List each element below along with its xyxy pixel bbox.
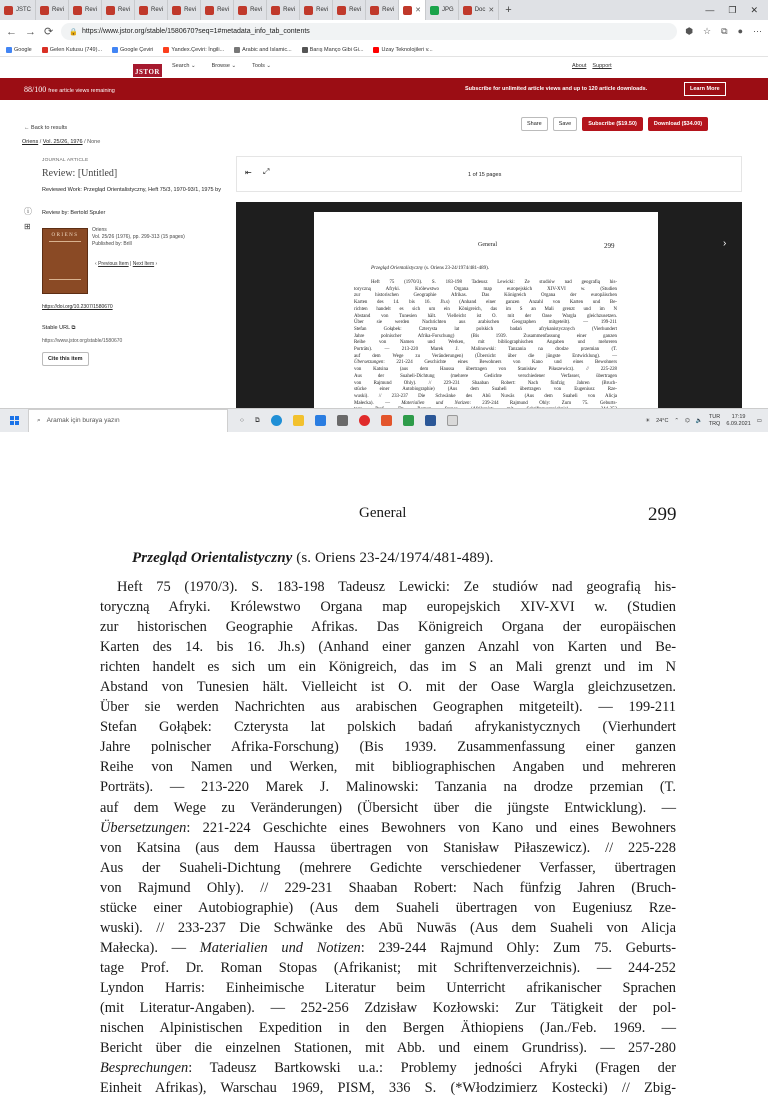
url-text: https://www.jstor.org/stable/1580670?seq=1#metadata_info_tab_contents: [81, 28, 310, 35]
store-icon[interactable]: [337, 415, 348, 426]
article-title: Review: [Untitled]: [42, 168, 118, 179]
tab-review[interactable]: [36, 0, 69, 20]
page-header: General: [359, 505, 407, 521]
jstor-favicon-icon: [271, 6, 280, 15]
body-line: Lyndon Harris: Einheimische Literatur beim Unterricht afrikanischer Sprachen: [100, 979, 676, 996]
yandex-icon: [163, 47, 169, 53]
weather-temp[interactable]: 24°C: [656, 417, 669, 424]
mail-icon[interactable]: [315, 415, 326, 426]
jstor-logo[interactable]: JSTOR: [133, 64, 162, 77]
bookmark-arabic[interactable]: Arabic and Islamic...: [234, 47, 292, 53]
body-line: wuski). // 233-237 Die Schwänke des Abū Nuwās (Aus dem Suaheli von Alicja: [100, 919, 676, 936]
previous-item-link[interactable]: Previous Item: [98, 261, 129, 267]
body-line: (mit Literatur-Angaben). — 252-256 Zdzisław Kozłowski: Zur Tätigkeit der pol-: [100, 999, 676, 1016]
task-view-icon[interactable]: ⧉: [254, 416, 260, 424]
profile-icon[interactable]: ●: [737, 26, 743, 36]
tab-review[interactable]: [168, 0, 201, 20]
body-line: Einheit Afrikas), Warschau 1969, PISM, 336 S. (*Włodzimierz Kostecki) // Zbig-: [100, 1080, 676, 1097]
bookmark-google[interactable]: Google: [6, 47, 32, 53]
tab-label: Revi: [151, 7, 164, 13]
body-line: richten handelt es sich um ein Königreich, das im S an Mali grenzt und im N: [100, 659, 676, 676]
breadcrumb-journal[interactable]: Oriens: [22, 139, 39, 145]
jstor-favicon-icon: [139, 6, 148, 15]
body-line: Abstand von Tunesien hält. Vielleicht ist O. mit der Oase Wargla gleichzusetzen.: [354, 313, 617, 319]
breadcrumb-volume[interactable]: Vol. 25/26, 1976: [42, 139, 83, 145]
windows-start-icon[interactable]: [0, 409, 28, 433]
tray-up-icon[interactable]: ⌃: [674, 417, 680, 424]
forward-icon[interactable]: →: [25, 25, 36, 38]
next-item-link[interactable]: Next Item: [132, 261, 155, 267]
body-line: Stefan Gołąbek: Czterysta lat polskich badań afrykanistycznych (Vierhundert: [354, 326, 617, 332]
tab-active[interactable]: [399, 0, 426, 20]
page-counter: 1 of 15 pages: [468, 172, 502, 178]
body-line: nischen Alpinistischen Expedition in den Bergen Äthiopiens (Jan./Feb. 1969. —: [100, 1020, 676, 1037]
collections-icon[interactable]: ⧉: [721, 26, 728, 36]
body-line: Über sie werden Nachrichten aus arabischen Geographen mitgeteilt). — 199-211: [354, 320, 617, 326]
jstor-favicon-icon: [205, 6, 214, 15]
favorites-icon[interactable]: ☆: [703, 26, 712, 36]
bookmark-translate[interactable]: Google Çeviri: [112, 47, 153, 53]
tab-review[interactable]: [102, 0, 135, 20]
body-line: Karten des 14. bis 16. Jh.s) (Anhand einer ganzen Anzahl von Karten und Be-: [354, 300, 617, 306]
network-icon[interactable]: ⌬: [685, 417, 690, 424]
body-line: Porträts). — 213-220 Marek J. Malinowski: Tanzania na drodze przemian (T.: [100, 779, 676, 796]
body-line: stücke einer Autobiographie) (Aus dem Suaheli übertragen von Eugeniusz Rze-: [100, 899, 676, 916]
stable-url-label: Stable URL ⧉: [42, 325, 76, 331]
notifications-icon[interactable]: ▭: [756, 417, 762, 424]
fullscreen-icon[interactable]: ⤢: [263, 167, 270, 176]
bookmarks-bar: [0, 43, 768, 57]
body-line: Karten des 14. bis 16. Jh.s) (Anhand einer ganzen Anzahl von Karten und Be-: [100, 639, 676, 656]
collapse-panel-icon[interactable]: ⇤: [245, 168, 252, 177]
jstor-favicon-icon: [238, 6, 247, 15]
subscribe-button[interactable]: Subscribe ($19.50): [582, 117, 643, 131]
info-icon[interactable]: ⓘ: [24, 207, 32, 216]
body-line: von Rajmund Ohly). // 229-231 Shaaban Robert: Nach fünfzig Jahren (Bruch-: [100, 879, 676, 896]
tab-review[interactable]: [333, 0, 366, 20]
item-navigation: ‹ Previous Item | Next Item ›: [95, 261, 158, 267]
body-line: Über sie werden Nachrichten aus arabischen Geographen mitgeteilt). — 199-211: [100, 699, 676, 716]
address-bar-row: [0, 20, 768, 43]
review-author: Review by: Bertold Spuler: [42, 210, 106, 216]
mini-page-title: Przegląd Orientalistyczny (s. Oriens 23-24/1974/481-489).: [371, 266, 490, 271]
tab-review[interactable]: [300, 0, 333, 20]
bookmark-yandex[interactable]: Yandex.Çeviri: İngili...: [163, 47, 224, 53]
bookmark-gmail[interactable]: Gelen Kutusu (749)...: [42, 47, 102, 53]
body-line: Małecka). — Materialien und Notizen: 239-244 Rajmund Ohly: Zum 75. Geburts-: [354, 400, 617, 406]
bookmark-baris[interactable]: Barış Manço Gibi Gi...: [302, 47, 364, 53]
heart-favicon-icon: [463, 6, 472, 15]
article-actions: [521, 117, 708, 131]
tab-review[interactable]: [201, 0, 234, 20]
app-icon[interactable]: [447, 415, 458, 426]
article-page-zoom: [0, 432, 768, 1097]
subscribe-text: Subscribe for unlimited article views and up to 120 article downloads.: [465, 86, 648, 92]
body-line: toryczną Afryki. Królewstwo Organa map europejskich XIV-XVI w. (Studien: [354, 286, 617, 292]
body-line: Besprechungen: Tadeusz Bartkowski u.a.: Problemy jedności Afryki (Fragen der: [100, 1060, 676, 1077]
volume-icon[interactable]: 🔈: [695, 417, 703, 424]
body-line: Reihe von Namen und Werken, mit bibliographischen Angaben und mehreren: [100, 759, 676, 776]
site-icon: [234, 47, 240, 53]
tab-label: Revi: [316, 7, 329, 13]
body-line: Aus der Suaheli-Dichtung (mehrere Gedichte verschiedener Verfasser, übertragen: [354, 373, 617, 379]
body-line: Jahre polnischer Afrika-Forschung) (Bis 1939. Zusammenfassung einer ganzen: [354, 333, 617, 339]
jstor-favicon-icon: [337, 6, 346, 15]
opera-icon[interactable]: [359, 415, 370, 426]
body-line: von Katsina (aus dem Haussa übertragen von Stanisław Piłaszewicz). // 225-228: [100, 839, 676, 856]
edge-icon[interactable]: [271, 415, 282, 426]
menu-browse[interactable]: Browse ⌄: [211, 63, 237, 69]
page-body: [100, 577, 676, 1098]
page-number: 299: [648, 504, 677, 525]
new-tab-icon[interactable]: +: [505, 4, 512, 16]
reviewed-work: Reviewed Work: Przegląd Orientalistyczny, Heft 75/3, 1970-93/1, 1975 by: [42, 187, 221, 193]
tab-jpg[interactable]: [426, 0, 459, 20]
file-explorer-icon[interactable]: [293, 415, 304, 426]
youtube-icon: [373, 47, 379, 53]
body-line: Stefan Gołąbek: Czterysta lat polskich badań afrykanistycznych (Vierhundert: [100, 719, 676, 736]
mini-page-number: 299: [604, 242, 615, 250]
body-line: wuski). // 233-237 Die Schwänke des Abū Nuwās (Aus dem Suaheli von Alicja: [354, 393, 617, 399]
back-to-results-link[interactable]: ← Back to results: [24, 125, 68, 131]
cover-title: ORIENS: [51, 233, 79, 238]
clock[interactable]: 17:19 6.09.2021: [726, 413, 751, 427]
breadcrumb-issue: None: [87, 139, 101, 145]
views-text: free article views remaining: [48, 87, 115, 94]
more-icon[interactable]: ⋯: [753, 26, 762, 36]
tab-label: JPG: [442, 7, 454, 13]
close-tab-icon[interactable]: ✕: [488, 7, 495, 14]
maximize-icon[interactable]: ❐: [728, 4, 737, 15]
tab-label: Doc: [474, 7, 486, 13]
body-line: richten handelt es sich um ein Königreich, das im S an Mali grenzt und im N: [354, 306, 617, 312]
download-button[interactable]: Download ($34.00): [648, 117, 708, 131]
learn-more-button[interactable]: Learn More: [684, 82, 726, 96]
tab-review[interactable]: [366, 0, 399, 20]
next-page-icon[interactable]: ›: [723, 238, 727, 249]
extension-icon[interactable]: ⬢: [685, 26, 694, 36]
jstor-favicon-icon: [172, 6, 181, 15]
menu-tools[interactable]: Tools ⌄: [252, 63, 272, 69]
save-button[interactable]: Save: [553, 117, 578, 131]
jstor-favicon-icon: [4, 6, 13, 15]
tab-label: Revi: [217, 7, 230, 13]
gmail-icon: [42, 47, 48, 53]
body-line: zur historischen Geographie Afrikas. Das Königreich Organa der europäischen: [100, 619, 676, 636]
language-indicator[interactable]: TUR TRQ: [708, 413, 721, 427]
tab-doc[interactable]: [459, 0, 500, 20]
search-placeholder: Aramak için buraya yazın: [46, 417, 120, 424]
translate-icon: [112, 47, 118, 53]
close-tab-icon[interactable]: ✕: [415, 7, 422, 14]
tab-review[interactable]: [234, 0, 267, 20]
copy-icon[interactable]: ⧉: [71, 325, 76, 331]
support-link[interactable]: Support: [592, 63, 612, 69]
url-input[interactable]: [61, 23, 677, 40]
tab-label: Revi: [349, 7, 362, 13]
browser-screenshot: [0, 0, 768, 432]
doi-link[interactable]: https://doi.org/10.2307/1580670: [42, 304, 113, 310]
body-line: Reihe von Namen und Werken, mit bibliographischen Angaben und mehreren: [354, 340, 617, 346]
tab-label: Revi: [283, 7, 296, 13]
about-link[interactable]: About: [572, 63, 587, 69]
cortana-icon[interactable]: ○: [240, 417, 244, 424]
tab-jstor[interactable]: [0, 0, 36, 20]
publisher: Published by: Brill: [92, 241, 132, 247]
body-line: Małecka). — Materialien und Notizen: 239-244 Rajmund Ohly: Zum 75. Geburts-: [100, 939, 676, 956]
jstor-favicon-icon: [40, 6, 49, 15]
jstor-favicon-icon: [73, 6, 82, 15]
tab-label: Revi: [184, 7, 197, 13]
views-count: 88/100: [24, 84, 47, 94]
reload-icon[interactable]: ⟳: [44, 26, 54, 38]
jstor-favicon-icon: [106, 6, 115, 15]
body-line: Jahre polnischer Afrika-Forschung) (Bis 1939. Zusammenfassung einer ganzen: [100, 739, 676, 756]
image-favicon-icon: [430, 6, 439, 15]
jstor-header: [0, 57, 768, 78]
body-line: Heft 75 (1970/3). S. 183-198 Tadeusz Lewicki: Ze studiów nad geografią his-: [117, 579, 676, 595]
search-icon: ⌕: [37, 416, 41, 424]
mini-page-body: [354, 280, 617, 427]
body-line: Bericht über die einzelnen Stationen, mit Abb. und einem Grundriss). — 257-280: [100, 1040, 676, 1057]
google-icon: [6, 47, 12, 53]
tab-label: Revi: [85, 7, 98, 13]
tab-bar: [0, 0, 768, 20]
menu-search[interactable]: Search ⌄: [172, 63, 196, 69]
breadcrumb: Oriens / Vol. 25/26, 1976 / None: [22, 139, 101, 145]
body-line: tage Prof. Dr. Roman Stopas (Afrikanist; mit Schriftenverzeichnis). — 244-252: [100, 959, 676, 976]
body-line: Übersetzungen: 221-224 Geschichte eines Bewohners von Kano und eines Bewohners: [100, 819, 676, 836]
mini-page-header: General: [478, 242, 497, 248]
word-icon[interactable]: [425, 415, 436, 426]
tab-review[interactable]: [135, 0, 168, 20]
body-line: stücke einer Autobiographie) (Aus dem Suaheli übertragen von Eugeniusz Rze-: [354, 387, 617, 393]
jstor-favicon-icon: [304, 6, 313, 15]
viewer-toolbar: [236, 156, 742, 192]
body-line: Heft 75 (1970/3). S. 183-198 Tadeusz Lewicki: Ze studiów nad geografią his-: [371, 280, 617, 285]
site-icon: [302, 47, 308, 53]
body-line: Porträts). — 213-220 Marek J. Malinowski: Tanzania na drodze przemian (T.: [354, 347, 617, 353]
views-banner: [0, 78, 768, 100]
close-window-icon[interactable]: ✕: [750, 4, 758, 15]
body-line: Aus der Suaheli-Dichtung (mehrere Gedichte verschiedener Verfasser, übertragen: [100, 859, 676, 876]
body-line: von Katsina (aus dem Haussa übertragen von Stanisław Piłaszewicz). // 225-228: [354, 367, 617, 373]
page-title: Przegląd Orientalistyczny (s. Oriens 23-24/1974/481-489).: [132, 550, 494, 566]
cite-button[interactable]: Cite this item: [42, 352, 89, 366]
journal-name[interactable]: Oriens: [92, 227, 107, 233]
share-button[interactable]: Share: [521, 117, 548, 131]
app-icon[interactable]: [403, 415, 414, 426]
taskbar: [0, 408, 768, 432]
tab-label: Revi: [250, 7, 263, 13]
lock-icon: 🔒: [69, 28, 78, 36]
body-line: von Rajmund Ohly). // 229-231 Shaaban Robert: Nach fünfzig Jahren (Bruch-: [354, 380, 617, 386]
jstor-favicon-icon: [403, 6, 412, 15]
contents-icon[interactable]: ⊞: [24, 222, 31, 231]
tab-label: Revi: [382, 7, 395, 13]
jstor-favicon-icon: [370, 6, 379, 15]
body-line: zur historischen Geographie Afrikas. Das Königreich Organa der europäischen: [354, 293, 617, 299]
minimize-icon[interactable]: —: [705, 4, 715, 15]
tab-review[interactable]: [267, 0, 300, 20]
body-line: toryczną Afryki. Królewstwo Organa map europejskich XIV-XVI w. (Studien: [100, 599, 676, 616]
weather-icon[interactable]: ☀: [645, 417, 651, 424]
article-type: JOURNAL ARTICLE: [42, 158, 89, 163]
body-line: auf dem Wege zu Veränderungen) (Übersicht über die jüngste Entwicklung). —: [354, 353, 617, 359]
viewer-page-thumbnail: [314, 212, 658, 408]
body-line: auf dem Wege zu Veränderungen) (Übersicht über die jüngste Entwicklung). —: [100, 799, 676, 816]
taskbar-search[interactable]: [28, 409, 228, 433]
tab-review[interactable]: [69, 0, 102, 20]
back-icon[interactable]: ←: [6, 25, 17, 38]
journal-cover: [42, 228, 88, 294]
journal-volume: Vol. 25/26 (1976), pp. 299-313 (15 pages): [92, 234, 185, 240]
journal-meta: [92, 227, 185, 248]
stable-url: https://www.jstor.org/stable/1580670: [42, 338, 123, 344]
office-icon[interactable]: [381, 415, 392, 426]
tab-label: Revi: [52, 7, 65, 13]
tab-label: JSTC: [16, 7, 31, 13]
body-line: Abstand von Tunesien hält. Vielleicht ist O. mit der Oase Wargla gleichzusetzen.: [100, 679, 676, 696]
tab-label: Revi: [118, 7, 131, 13]
bookmark-uzay[interactable]: Uzay Teknolojileri v...: [373, 47, 432, 53]
body-line: Übersetzungen: 221-224 Geschichte eines Bewohners von Kano und eines Bewohners: [354, 360, 617, 366]
